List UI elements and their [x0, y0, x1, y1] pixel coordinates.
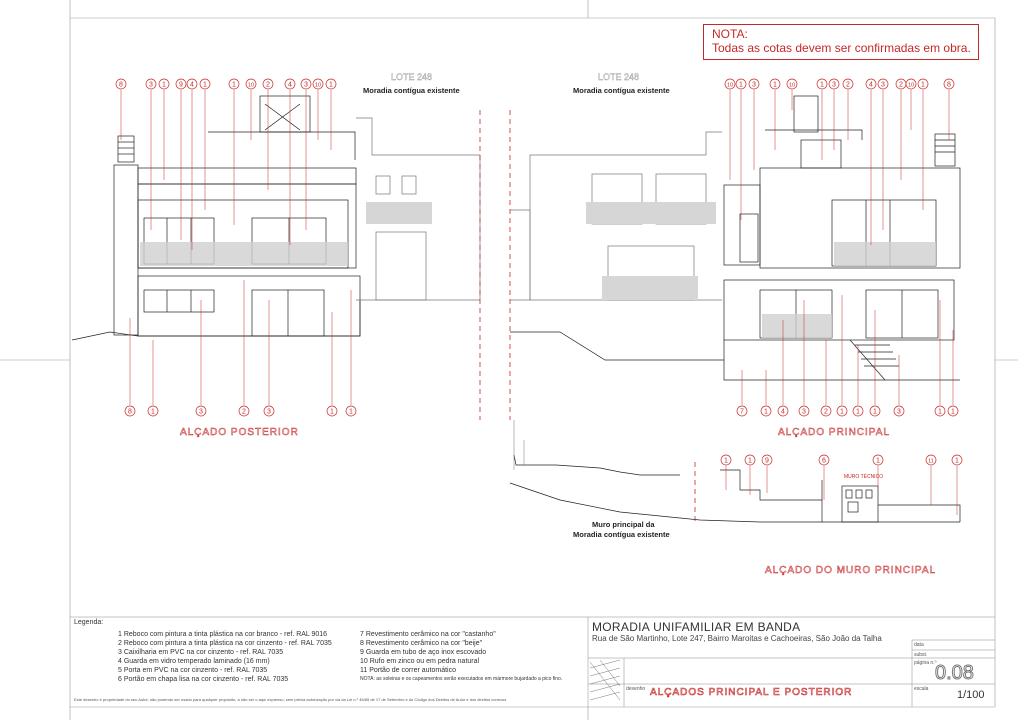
callout-number: 1	[329, 81, 333, 89]
callout-principal-top	[725, 79, 735, 89]
callout-number: 8	[119, 81, 123, 89]
callout-number: 10	[314, 82, 322, 89]
legend-item: 11 Portão de correr automático	[360, 667, 456, 674]
callout-principal-top	[829, 79, 839, 89]
front-glass-balustrade	[834, 242, 936, 266]
drawing-title: ALÇADOS PRINCIPAL E POSTERIOR	[650, 687, 853, 698]
callout-principal-top	[787, 79, 797, 89]
sheet-number: 0.08	[935, 662, 974, 684]
callout-markers	[116, 79, 962, 465]
callout-principal-bottom	[935, 406, 945, 416]
callout-principal-top	[736, 79, 746, 89]
project-title: MORADIA UNIFAMILIAR EM BANDA	[592, 620, 801, 634]
callout-posterior-bottom	[148, 406, 158, 416]
callout-number: 1	[724, 457, 728, 465]
callout-principal-bottom	[778, 406, 788, 416]
callout-posterior-top	[159, 79, 169, 89]
callout-posterior-top	[263, 79, 273, 89]
callout-principal-top	[918, 79, 928, 89]
callout-posterior-bottom	[196, 406, 206, 416]
callout-principal-top	[770, 79, 780, 89]
callout-number: 1	[921, 81, 925, 89]
callout-number: 2	[824, 408, 828, 416]
callout-number: 1	[330, 408, 334, 416]
callout-number: 3	[802, 408, 806, 416]
callout-principal-top	[749, 79, 759, 89]
view-title-front: ALÇADO PRINCIPAL	[778, 427, 890, 438]
callout-posterior-bottom	[239, 406, 249, 416]
callout-number: 1	[938, 408, 942, 416]
callout-principal-bottom	[799, 406, 809, 416]
callout-posterior-top	[326, 79, 336, 89]
legend-item: 5 Porta em PVC na cor cinzento - ref. RAL 7035	[118, 667, 268, 674]
callout-number: 1	[203, 81, 207, 89]
callout-principal-top	[906, 79, 916, 89]
legend-item: 6 Portão em chapa lisa na cor cinzento - ref. RAL 7035	[118, 676, 289, 683]
callout-posterior-top	[313, 79, 323, 89]
callout-number: 1	[955, 457, 959, 465]
callout-principal-bottom	[894, 406, 904, 416]
callout-number: 3	[199, 408, 203, 416]
callout-muro	[745, 455, 755, 465]
callout-number: 9	[765, 457, 769, 465]
callout-posterior-top	[146, 79, 156, 89]
callout-number: 10	[726, 82, 734, 89]
callout-number: 3	[832, 81, 836, 89]
callout-principal-bottom	[853, 406, 863, 416]
wall-caption-2: Moradia contígua existente	[573, 530, 670, 539]
callout-posterior-top	[285, 79, 295, 89]
callout-number: 4	[288, 81, 292, 89]
front-elevation	[510, 96, 960, 380]
legend-item: 8 Revestimento cerâmico na cor "beije"	[360, 640, 483, 647]
callout-number: 3	[752, 81, 756, 89]
legend-item: 1 Reboco com pintura a tinta plástica na cor branco - ref. RAL 9016	[118, 631, 328, 638]
field-page: página n.º	[914, 660, 937, 666]
callout-number: 2	[899, 81, 903, 89]
callout-number: 2	[266, 81, 270, 89]
callout-number: 10	[247, 82, 255, 89]
callout-posterior-top	[200, 79, 210, 89]
callout-number: 1	[349, 408, 353, 416]
callout-posterior-top	[116, 79, 126, 89]
callout-number: 8	[947, 81, 951, 89]
callout-posterior-top	[246, 79, 256, 89]
callout-muro	[819, 455, 829, 465]
legend-item: 7 Revestimento cerâmico na cor "castanho"	[360, 631, 496, 638]
callout-number: 3	[304, 81, 308, 89]
callout-number: 8	[128, 408, 132, 416]
legend-item: 2 Reboco com pintura a tinta plástica na cor cinzento - ref. RAL 7035	[118, 640, 332, 647]
callout-number: 2	[242, 408, 246, 416]
rear-glass-balustrade	[140, 242, 348, 266]
neighbor-lot-left: LOTE 248	[391, 72, 433, 82]
callout-number: 3	[881, 81, 885, 89]
callout-number: 3	[897, 408, 901, 416]
view-title-rear: ALÇADO POSTERIOR	[180, 427, 299, 438]
callout-posterior-top	[301, 79, 311, 89]
legend-item: 3 Caixilharia em PVC na cor cinzento - ref. RAL 7035	[118, 649, 284, 656]
legend-item: 10 Rufo em zinco ou em pedra natural	[360, 658, 480, 665]
field-data: data	[914, 642, 924, 648]
callout-number: 1	[773, 81, 777, 89]
field-drawing: desenho	[626, 686, 646, 692]
note-text: Todas as cotas devem ser confirmadas em obra.	[712, 41, 971, 55]
note-box	[703, 24, 979, 60]
wall-caption-1: Muro principal da	[592, 520, 655, 529]
neighbor-glass-band	[366, 202, 432, 224]
callout-principal-top	[896, 79, 906, 89]
wall-elevation	[510, 455, 960, 522]
callout-muro	[762, 455, 772, 465]
callout-muro	[721, 455, 731, 465]
callout-number: 1	[151, 408, 155, 416]
callout-posterior-bottom	[346, 406, 356, 416]
callout-number: 1	[739, 81, 743, 89]
callout-number: 3	[267, 408, 271, 416]
callout-number: 1	[748, 457, 752, 465]
callout-number: 11	[928, 458, 934, 465]
front-glass-balustrade-2	[762, 314, 832, 338]
callout-number: 9	[179, 81, 183, 89]
callout-principal-bottom	[761, 406, 771, 416]
note-title: NOTA:	[712, 27, 748, 41]
technical-wall-label: MURO TÉCNICO	[844, 474, 884, 480]
legend-note: NOTA: as soleiras e os capeamentos serão executados em mármore bujardado a pico fino.	[360, 676, 563, 682]
callout-posterior-bottom	[327, 406, 337, 416]
callout-number: 4	[781, 408, 785, 416]
callout-muro	[926, 455, 936, 465]
callout-number: 1	[951, 408, 955, 416]
legend-col-1	[118, 630, 332, 684]
callout-muro	[952, 455, 962, 465]
view-title-wall: ALÇADO DO MURO PRINCIPAL	[765, 565, 937, 576]
callout-muro	[873, 455, 883, 465]
wall-leaders	[726, 466, 957, 515]
callout-posterior-bottom	[125, 406, 135, 416]
callout-principal-bottom	[821, 406, 831, 416]
neighbor-lot-right: LOTE 248	[598, 72, 640, 82]
legend-item: 4 Guarda em vidro temperado laminado (16 mm)	[118, 658, 270, 665]
callout-number: 1	[820, 81, 824, 89]
field-subst: subst.	[914, 652, 928, 658]
callout-number: 1	[856, 408, 860, 416]
front-neighbor-glass	[586, 202, 716, 224]
copyright-note: Este desenho é propriedade do seu Autor, não podendo ser usado para qualquer propósito, a não ser o aqui expresso, sem prévia autorização por via da Lei n.º 45/85 de 17 de Setembro e do Código dos Direitos de Autor e dos direitos conexos	[74, 697, 507, 702]
callout-principal-top	[843, 79, 853, 89]
front-neighbor-glass-2	[602, 276, 698, 300]
project-address: Rua de São Martinho, Lote 247, Bairro Maroitas e Cachoeiras, São João da Talha	[592, 634, 882, 643]
callout-principal-bottom	[737, 406, 747, 416]
callout-principal-top	[866, 79, 876, 89]
callout-number: 1	[764, 408, 768, 416]
callout-principal-top	[878, 79, 888, 89]
callout-number: 1	[232, 81, 236, 89]
callout-posterior-top	[176, 79, 186, 89]
callout-number: 1	[162, 81, 166, 89]
callout-number: 1	[840, 408, 844, 416]
callout-number: 4	[869, 81, 873, 89]
callout-posterior-bottom	[264, 406, 274, 416]
callout-principal-bottom	[870, 406, 880, 416]
callout-number: 10	[907, 82, 915, 89]
callout-number: 1	[873, 408, 877, 416]
callout-number: 6	[822, 457, 826, 465]
callout-posterior-top	[187, 79, 197, 89]
callout-number: 7	[740, 408, 744, 416]
drawing-scale: 1/100	[957, 689, 985, 701]
legend	[72, 616, 584, 706]
callout-principal-top	[817, 79, 827, 89]
callout-principal-bottom	[948, 406, 958, 416]
callout-number: 1	[876, 457, 880, 465]
callout-number: 10	[788, 82, 796, 89]
callout-posterior-top	[229, 79, 239, 89]
field-scale: escala	[914, 686, 929, 692]
callout-number: 3	[149, 81, 153, 89]
legend-item: 9 Guarda em tubo de aço inox escovado	[360, 649, 487, 656]
callout-number: 4	[190, 81, 194, 89]
callout-principal-bottom	[837, 406, 847, 416]
neighbor-caption-left: Moradia contígua existente	[363, 86, 460, 95]
callout-principal-top	[944, 79, 954, 89]
legend-col-2	[360, 630, 562, 684]
callout-number: 2	[846, 81, 850, 89]
neighbor-caption-right: Moradia contígua existente	[573, 86, 670, 95]
legend-title: Legenda:	[74, 619, 104, 626]
